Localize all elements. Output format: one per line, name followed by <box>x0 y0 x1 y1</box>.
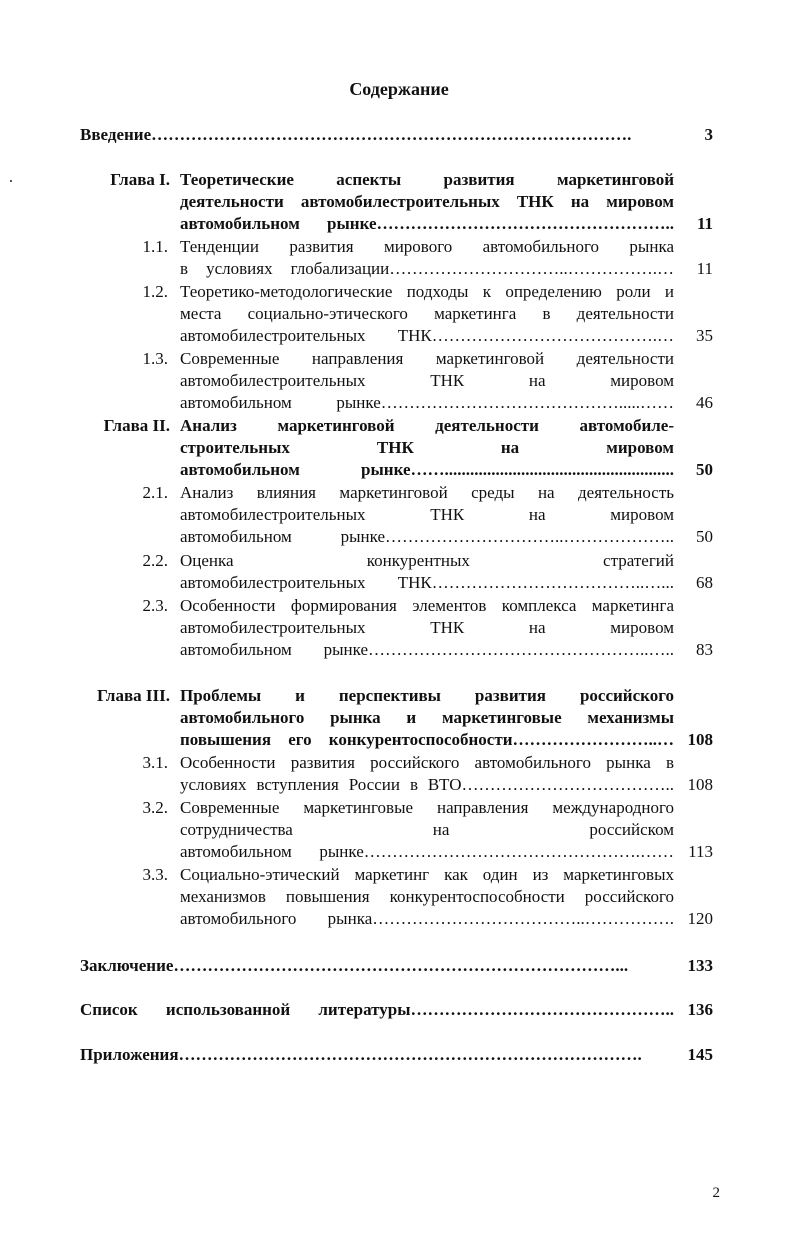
toc-page-number: 11 <box>696 259 713 278</box>
toc-line: автомобильном рынке…………………………………….....…… <box>180 393 674 412</box>
toc-line: автомобильном рынке…………………………………………..….. <box>180 640 674 659</box>
toc-line: Особенности развития российского автомобильного рынка в <box>180 753 674 772</box>
toc-line: автомобилестроительных ТНК на мировом <box>180 505 674 524</box>
toc-entry-label: 3.2. <box>142 798 168 817</box>
toc-entry-label: 1.2. <box>142 282 168 301</box>
toc-entry-text <box>80 955 674 977</box>
toc-line: Оценка конкурентных стратегий <box>180 551 674 570</box>
toc-line: Введение…………………………………………………………………………. <box>80 125 632 144</box>
toc-entry-text <box>180 482 674 548</box>
toc-line: автомобильном рынке…………………………..……………….. <box>180 527 674 546</box>
toc-page-number: 113 <box>688 842 713 861</box>
toc-page-number: 108 <box>687 775 713 794</box>
toc-entry-label: 2.3. <box>142 596 168 615</box>
toc-line: в условиях глобализации…………………………..…………….… <box>180 259 674 278</box>
toc-entry-text <box>180 550 674 594</box>
toc-line: автомобилестроительных ТНК………………………………..…... <box>180 573 674 592</box>
toc-entry-text <box>180 281 674 347</box>
toc-entry-text <box>180 595 674 661</box>
page-number-footer: 2 <box>712 1185 720 1201</box>
toc-line: условиях вступления России в ВТО……………………………….. <box>180 775 674 794</box>
toc-entry-text <box>180 797 674 863</box>
toc-line: Тенденции развития мирового автомобильного рынка <box>180 237 674 256</box>
toc-page-number: 68 <box>696 573 713 592</box>
toc-page-number: 83 <box>696 640 713 659</box>
toc-line: автомобильного рынка и маркетинговые механизмы <box>180 708 674 727</box>
toc-entry-text <box>180 752 674 796</box>
toc-page-number: 108 <box>687 730 713 749</box>
toc-line: повышения его конкурентоспособности……………………..… <box>180 730 674 749</box>
toc-entry-text <box>80 124 674 146</box>
toc-page-number: 145 <box>687 1045 713 1064</box>
toc-line: Проблемы и перспективы развития российского <box>180 686 674 705</box>
toc-entry-text <box>80 1044 674 1066</box>
toc-page-number: 50 <box>696 527 713 546</box>
toc-entry-text <box>180 864 674 930</box>
toc-line: автомобилестроительных ТНК на мировом <box>180 371 674 390</box>
page-title: Содержание <box>349 79 449 99</box>
toc-line: Особенности формирования элементов комплекса маркетинга <box>180 596 674 615</box>
toc-line: механизмов повышения конкурентоспособности российского <box>180 887 674 906</box>
toc-entry-text <box>180 348 674 414</box>
toc-entry-label: 1.1. <box>142 237 168 256</box>
toc-line: Приложения………………………………………………………………………. <box>80 1045 642 1064</box>
toc-line: сотрудничества на российском <box>180 820 674 839</box>
toc-line: автомобильного рынка………………………………..……………. <box>180 909 674 928</box>
toc-entry-text <box>180 169 674 235</box>
toc-entry-label: 2.1. <box>142 483 168 502</box>
toc-line: автомобилестроительных ТНК………………………………….… <box>180 326 674 345</box>
toc-entry-label: 3.3. <box>142 865 168 884</box>
toc-page-number: 35 <box>696 326 713 345</box>
scan-speck <box>10 180 12 182</box>
toc-line: Современные направления маркетинговой деятельности <box>180 349 674 368</box>
toc-line: автомобильном рынке…………………………………………….. <box>180 214 674 233</box>
toc-entry-label: Глава I. <box>110 170 170 189</box>
toc-line: Социально-этический маркетинг как один из маркетинговых <box>180 865 674 884</box>
toc-page-number: 133 <box>687 956 713 975</box>
toc-line: строительных ТНК на мировом <box>180 438 674 457</box>
toc-page-number: 50 <box>696 460 713 479</box>
toc-entry-text <box>80 999 674 1021</box>
toc-line: Современные маркетинговые направления международного <box>180 798 674 817</box>
toc-page-number: 46 <box>696 393 713 412</box>
toc-entry-text <box>180 415 674 481</box>
toc-page-number: 11 <box>696 214 713 233</box>
toc-line: автомобильном рынке……...................................................... <box>180 460 674 479</box>
toc-page-number: 3 <box>704 125 713 144</box>
toc-line: Анализ маркетинговой деятельности автомобиле- <box>180 416 674 435</box>
toc-entry-label: Глава II. <box>103 416 170 435</box>
toc-line: деятельности автомобилестроительных ТНК на мировом <box>180 192 674 211</box>
toc-line: Теоретические аспекты развития маркетинговой <box>180 170 674 189</box>
toc-line: места социально-этического маркетинга в деятельности <box>180 304 674 323</box>
toc-entry-label: 2.2. <box>142 551 168 570</box>
toc-entry-label: 1.3. <box>142 349 168 368</box>
toc-line: автомобильном рынке………………………………………….…… <box>180 842 674 861</box>
toc-entry-text <box>180 236 674 280</box>
toc-page-number: 136 <box>687 1000 713 1019</box>
toc-line: автомобилестроительных ТНК на мировом <box>180 618 674 637</box>
toc-line: Теоретико-методологические подходы к определению роли и <box>180 282 674 301</box>
toc-line: Заключение……………………………………………………………………... <box>80 956 629 975</box>
toc-entry-text <box>180 685 674 751</box>
toc-line: Анализ влияния маркетинговой среды на деятельность <box>180 483 674 502</box>
toc-entry-label: 3.1. <box>142 753 168 772</box>
toc-line: Список использованной литературы……………………………………….. <box>80 1000 674 1019</box>
toc-page-number: 120 <box>687 909 713 928</box>
toc-entry-label: Глава III. <box>97 686 170 705</box>
